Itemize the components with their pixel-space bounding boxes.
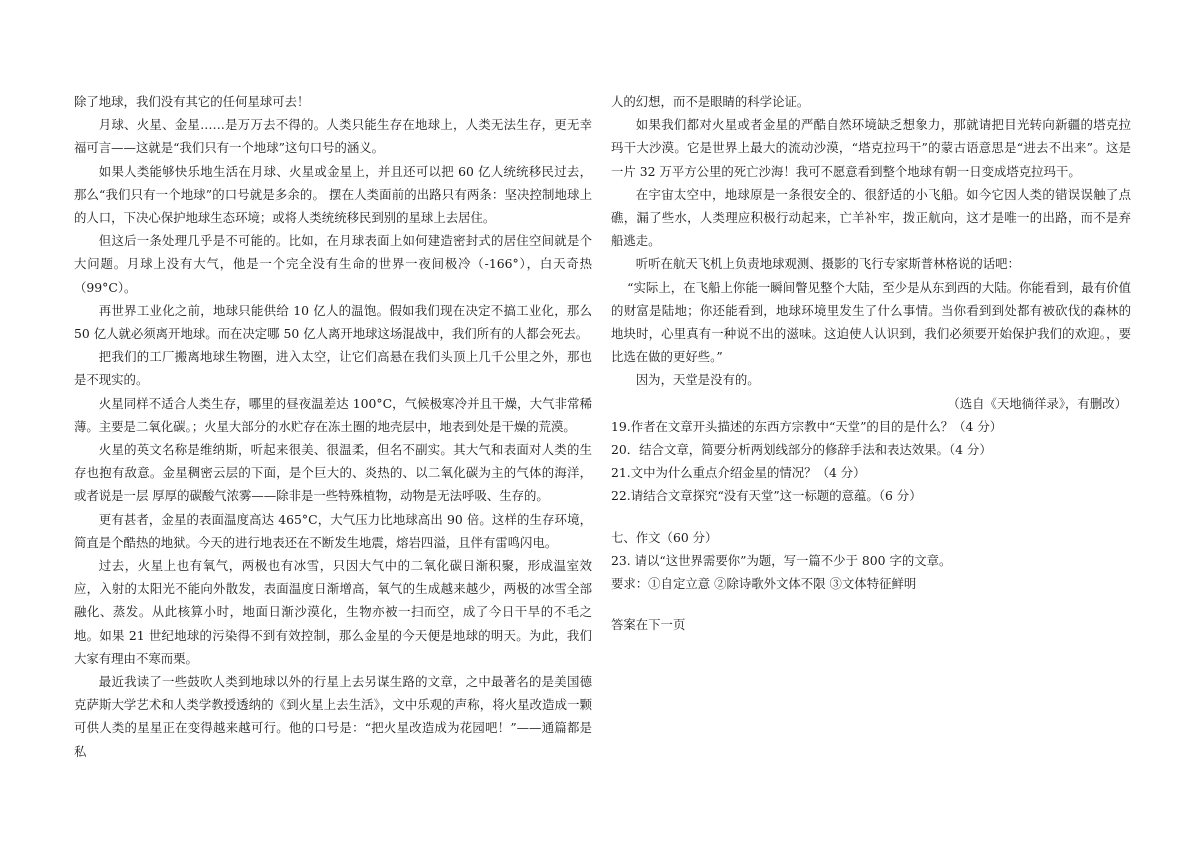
paragraph: 但这后一条处理几乎是不可能的。比如，在月球表面上如何建造密封式的居住空间就是个大问题。月球上没有大气，他是一个完全没有生命的世界一夜间极冷（-166°），白天奇热（99°C）。 bbox=[74, 233, 592, 295]
paragraph: 在宇宙太空中，地球原是一条很安全的、很舒适的小飞船。如今它因人类的错误误触了点礁，漏了些水，人类理应积极行动起来，亡羊补牢，拨正航向，这才是唯一的出路，而不是弃船逃走。 bbox=[611, 186, 1131, 249]
paragraph: 再世界工业化之前，地球只能供给 10 亿人的温饱。假如我们现在决定不搞工业化，那么 50 亿人就必须离开地球。而在决定哪 50 亿人离开地球这场混战中，我们所有的人都会死去。 bbox=[74, 302, 592, 342]
paragraph: 如果我们都对火星或者金星的严酷自然环境缺乏想象力，那就请把目光转向新疆的塔克拉玛干大沙漠。它是世界上最大的流动沙漠，“塔克拉玛干”的蒙古语意思是“进去不出来”。这是一片 32 万平方公里的死亡沙海！我可不愿意看到整个地球有朝一日变成塔克拉玛干。 bbox=[611, 117, 1131, 179]
essay-requirements: 要求：①自定立意 ②除诗歌外文体不限 ③文体特征鲜明 bbox=[611, 576, 917, 592]
paragraph: 更有甚者，金星的表面温度高达 465°C，大气压力比地球高出 90 倍。这样的生存环境，简直是个酷热的地狱。今天的进行地表还在不断发生地震，熔岩四溢，且伴有雷鸣闪电。 bbox=[74, 511, 592, 550]
paragraph: 如果人类能够快乐地生活在月球、火星或金星上，并且还可以把 60 亿人统统移民过去，那么“我们只有一个地球”的口号就是多余的。 摆在人类面前的出路只有两条：坚决控制地球上的人口，下决心保护地球生态环境；或将人类统统移民到别的星球上去居住。 bbox=[74, 163, 592, 226]
answer-note: 答案在下一页 bbox=[611, 617, 686, 633]
right-column bbox=[611, 90, 1131, 636]
paragraph: 月球、火星、金星……是万万去不得的。人类只能生存在地球上，人类无法生存，更无幸福可言——这就是“我们只有一个地球”这句口号的涵义。 bbox=[74, 117, 592, 156]
question-20: 20．结合文章，简要分析两划线部分的修辞手法和表达效果。（4 分） bbox=[611, 442, 992, 458]
paragraph: 过去，火星上也有氧气，两极也有冰雪，只因大气中的二氧化碳日渐积聚，形成温室效应，入射的太阳光不能向外散发，表面温度日渐增高，氧气的生成越来越少，两极的冰雪全部融化、蒸发。从此核算小时，地面日渐沙漠化，生物亦被一扫而空，成了今日干旱的不毛之地。如果 21 世纪地球的污染得不到有效控制，那么金星的今天便是地球的明天。为此，我们大家有理由不寒而栗。 bbox=[74, 558, 592, 666]
question-22: 22.请结合文章探究“没有天堂”这一标题的意蕴。（6 分） bbox=[611, 488, 922, 504]
quote-paragraph: “实际上，在飞船上你能一瞬间瞥见整个大陆，至少是从东到西的大陆。你能看到，最有价值的财富是陆地；你还能看到，地球环境里发生了什么事情。当你看到到处都有被砍伐的森林的地块时，心里真有一种说不出的滋味。这迫使人认识到，我们必须要开始保护我们的欢迎。，要比选在做的更好些。” bbox=[611, 279, 1131, 365]
paragraph: 除了地球，我们没有其它的任何星球可去！ bbox=[74, 94, 310, 109]
paragraph: 火星的英文名称是维纳斯，听起来很美、很温柔，但名不副实。其大气和表面对人类的生存也抱有敌意。金星稠密云层的下面，是个巨大的、炎热的、以二氧化碳为主的气体的海洋，或者说是一层 厚厚的碳酸气浓雾——除非是一些特殊植物，动物是无法呼吸、生存的。 bbox=[74, 442, 592, 504]
essay-prompt: 23. 请以“这世界需要你”为题，写一篇不少于 800 字的文章。 bbox=[611, 552, 952, 568]
question-19: 19.作者在文章开头描述的东西方宗教中“天堂”的目的是什么？（4 分） bbox=[611, 418, 1003, 434]
source-citation: （选自《天地徜徉录》，有删改） bbox=[947, 395, 1127, 411]
left-column bbox=[74, 90, 592, 763]
paragraph: 人的幻想，而不是眼睛的科学论证。 bbox=[611, 94, 810, 109]
question-21: 21.文中为什么重点介绍金星的情况？（4 分） bbox=[611, 465, 866, 481]
spacer bbox=[611, 595, 1131, 613]
paragraph: 火星同样不适合人类生存，哪里的昼夜温差达 100°C，气候极寒冷并且干燥，大气非常稀薄。主要是二氧化碳。；火星大部分的水贮存在冻土圈的地壳层中，地表到处是干燥的荒漠。 bbox=[74, 395, 592, 434]
paragraph: 听听在航天飞机上负责地球观测、摄影的飞行专家斯普林格说的话吧： bbox=[635, 256, 1020, 272]
paragraph: 最近我读了一些鼓吹人类到地球以外的行星上去另谋生路的文章，之中最著名的是美国德克萨斯大学艺术和人类学教授透纳的《到火星上去生活》，文中乐观的声称，将火星改造成一颗可供人类的星星正在变得越来越可行。他的口号是：“把火星改造成为花园吧！”——通篇都是私 bbox=[74, 674, 592, 759]
section-title: 七、作文（60 分） bbox=[611, 529, 718, 545]
spacer bbox=[611, 508, 1131, 526]
paragraph: 把我们的工厂搬离地球生物圈，进入太空，让它们高悬在我们头顶上几千公里之外，那也是不现实的。 bbox=[74, 349, 592, 388]
paragraph: 因为，天堂是没有的。 bbox=[635, 372, 760, 388]
